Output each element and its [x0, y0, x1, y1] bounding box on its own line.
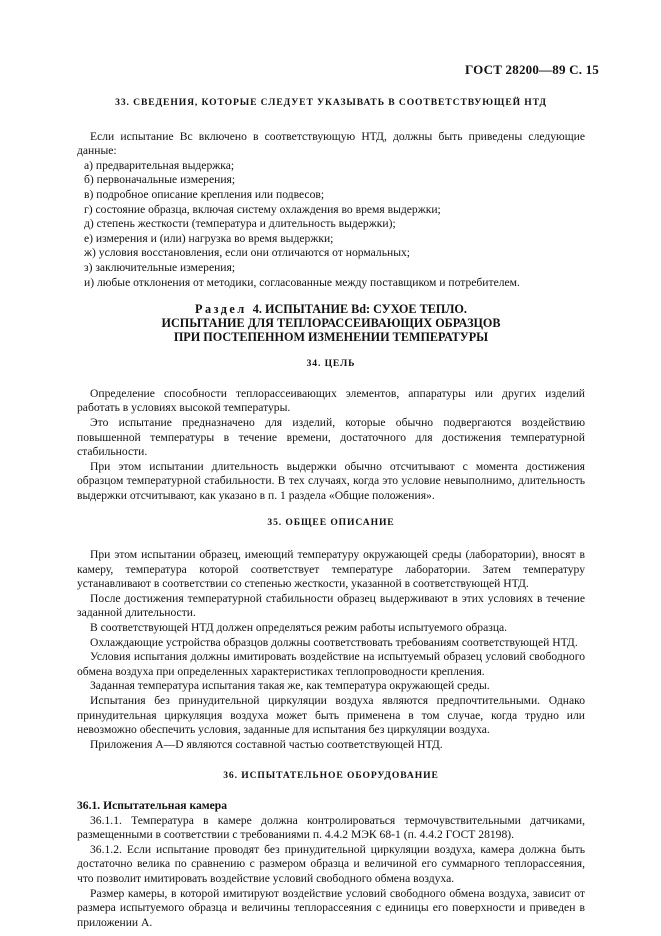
part-title: 4. ИСПЫТАНИЕ Bd: СУХОЕ ТЕПЛО.	[252, 302, 467, 317]
list-item: д) степень жесткости (температура и длительность выдержки);	[84, 217, 396, 231]
paragraph: При этом испытании образец, имеющий температуру окружающей среды (лаборатории), вносят в камеру, температура которой соответствует температуре лаборатории. Затем температуру устанавливают в соответствии со степенью жесткости, указанной в соответствующей НТД.	[77, 548, 585, 591]
list-item: ж) условия восстановления, если они отличаются от нормальных;	[84, 246, 411, 260]
part-subtitle-2: ПРИ ПОСТЕПЕННОМ ИЗМЕНЕНИИ ТЕМПЕРАТУРЫ	[173, 330, 489, 345]
section-36-title: 36. ИСПЫТАТЕЛЬНОЕ ОБОРУДОВАНИЕ	[223, 770, 439, 782]
page-content	[77, 96, 585, 930]
paragraph: Охлаждающие устройства образцов должны соответствовать требованиям соответствующей НТД.	[90, 635, 578, 649]
part-4-heading	[77, 302, 585, 344]
section-33-title: 33. СВЕДЕНИЯ, КОТОРЫЕ СЛЕДУЕТ УКАЗЫВАТЬ В СООТВЕТСТВУЮЩЕЙ НТД	[115, 97, 547, 108]
list-item: в) подробное описание крепления или подвесов;	[84, 187, 325, 201]
paragraph: Определение способности теплорассеивающих элементов, аппаратуры или других изделий работать в условиях высокой температуры.	[77, 386, 585, 415]
list-item: г) состояние образца, включая систему охлаждения во время выдержки;	[84, 202, 441, 216]
paragraph: Испытания без принудительной циркуляции воздуха являются предпочтительными. Однако принудительная циркуляция воздуха может быть применена в том случае, когда трудно или невозможно обеспечить условия, заданные для испытания без циркуляции воздуха.	[77, 694, 585, 737]
list-item: б) первоначальные измерения;	[84, 173, 236, 187]
section-33-intro: Если испытание Вс включено в соответствующую НТД, должны быть приведены следующие данные:	[77, 129, 585, 158]
list-item: а) предварительная выдержка;	[84, 158, 235, 172]
paragraph: 36.1.1. Температура в камере должна контролироваться термочувствительными датчиками, размещенными в соответствии с требованиями п. 4.4.2 МЭК 68-1 (п. 4.4.2 ГОСТ 28198).	[77, 813, 585, 842]
paragraph: 36.1.2. Если испытание проводят без принудительной циркуляции воздуха, камера должна быть достаточно велика по сравнению с размером образца и величиной его суммарного теплорассеяния, что позволит имитировать воздействие условий свободного обмена воздуха.	[77, 842, 585, 885]
paragraph: Это испытание предназначено для изделий, которые обычно подвергаются воздействию повышенной температуры в течение времени, достаточного для достижения температурной стабильности.	[77, 415, 585, 459]
part-subtitle-1: ИСПЫТАНИЕ ДЛЯ ТЕПЛОРАССЕИВАЮЩИХ ОБРАЗЦОВ	[161, 316, 501, 331]
page-header: ГОСТ 28200—89 С. 15	[465, 62, 599, 77]
paragraph: В соответствующей НТД должен определяться режим работы испытуемого образца.	[90, 621, 508, 635]
paragraph: Приложения A—D являются составной частью соответствующей НТД.	[90, 737, 443, 751]
paragraph: Заданная температура испытания такая же, как температура окружающей среды.	[90, 679, 490, 693]
paragraph: При этом испытании длительность выдержки обычно отсчитывают с момента достижения образцом температурной стабильности. В тех случаях, когда это условие невыполнимо, длительность выдержки отсчитывают, как указано в п. 1 раздела «Общие положения».	[77, 459, 585, 502]
paragraph: Условия испытания должны имитировать воздействие на испытуемый образец условий свободного обмена воздуха при определенных характеристиках теплопроводности крепления.	[77, 650, 585, 678]
list-item: е) измерения и (или) нагрузка во время выдержки;	[84, 231, 334, 245]
list-item: и) любые отклонения от методики, согласованные между поставщиком и потребителем.	[84, 275, 520, 289]
list-item: з) заключительные измерения;	[84, 260, 236, 274]
paragraph: Размер камеры, в которой имитируют воздействие условий свободного обмена воздуха, зависит от размера испытуемого образца и величины теплорассеяния с единицы его поверхности и приведен в приложении А.	[77, 886, 585, 929]
part-label: Раздел	[195, 302, 247, 317]
section-35-title: 35. ОБЩЕЕ ОПИСАНИЕ	[267, 517, 395, 529]
subsection-36-1-title: 36.1. Испытательная камера	[77, 798, 228, 812]
section-34-title: 34. ЦЕЛЬ	[306, 358, 356, 370]
paragraph: После достижения температурной стабильности образец выдерживают в этих условиях в течение заданной длительности.	[77, 591, 585, 620]
part-heading-line	[77, 302, 585, 316]
